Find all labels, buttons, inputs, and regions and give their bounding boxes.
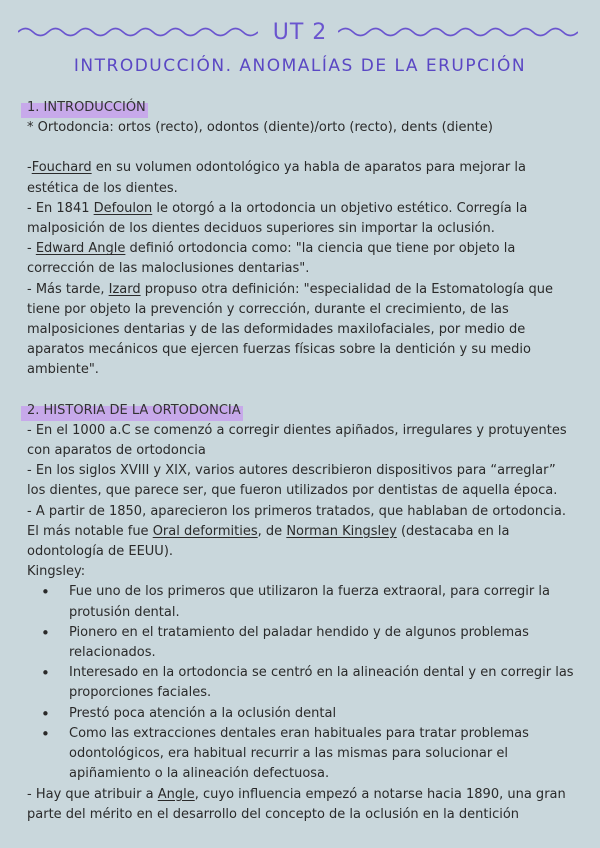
paragraph-angle: - Hay que atribuir a Angle, cuyo influencia empezó a notarse hacia 1890, una gran parte del mérito en el desarrollo del concepto de la oclusión en la dentición — [27, 786, 566, 822]
unit-title: UT 2 — [272, 20, 328, 45]
book-oral-deformities: Oral deformities — [152, 523, 258, 539]
paragraph-defoulon: - En 1841 Defoulon le otorgó a la ortodoncia un objetivo estético. Corregía la malposición de los dientes deciduos superiores sin importar la oclusión. — [27, 200, 528, 237]
section-heading-historia: 2. HISTORIA DE LA ORTODONCIA — [21, 401, 243, 421]
paragraph-siglos: - En los siglos XVIII y XIX, varios autores describieron dispositivos para “arreglar” los dientes, que parece ser, que fueron utilizados por dentistas de aquella época. — [27, 463, 558, 499]
paragraph-edward-angle: - Edward Angle definió ortodoncia como: "la ciencia que tiene por objeto la corrección de las maloclusiones dentarias". — [27, 241, 516, 277]
name-angle: Angle — [157, 786, 195, 802]
name-norman-kingsley: Norman Kingsley — [286, 523, 397, 539]
document-body — [27, 98, 575, 825]
ortodoncia-definition: * Ortodoncia: ortos (recto), odontos (diente)/orto (recto), dents (diente) — [27, 120, 493, 136]
page-title: INTRODUCCIÓN. ANOMALÍAS DE LA ERUPCIÓN — [73, 56, 527, 76]
kingsley-bullet-list — [27, 582, 575, 784]
paragraph-izard: - Más tarde, Izard propuso otra definición: "especialidad de la Estomatología que tiene por objeto la prevención y corrección, durante el crecimiento, de las malposiciones dentarias y de las deformidades maxilofaciales, por medio de aparatos mecánicos que ejercen fuerzas físicas sobre la dentición y su medio ambiente". — [27, 281, 553, 378]
paragraph-1000-ac: - En el 1000 a.C se comenzó a corregir dientes apiñados, irregulares y protuyentes con aparatos de ortodoncia — [27, 422, 567, 459]
kingsley-label: Kingsley: — [27, 564, 86, 580]
list-item: • Interesado en la ortodoncia se centró en la alineación dental y en corregir las proporciones faciales. — [69, 663, 575, 703]
name-edward-angle: Edward Angle — [35, 241, 126, 257]
list-item: • Prestó poca atención a la oclusión dental — [69, 704, 575, 724]
list-item: • Como las extracciones dentales eran habituales para tratar problemas odontológicos, era habitual recurrir a las mismas para solucionar el apiñamiento o la alineación defectuosa. — [69, 724, 575, 785]
list-item: • Fue uno de los primeros que utilizaron la fuerza extraoral, para corregir la protusión dental. — [69, 582, 575, 622]
list-item: • Pionero en el tratamiento del paladar hendido y de algunos problemas relacionados. — [69, 623, 575, 663]
paragraph-1850: - A partir de 1850, aparecieron los primeros tratados, que hablaban de ortodoncia. El más notable fue Oral deformities, de Norman Kingsley (destacaba en la odontología de EEUU). — [27, 503, 566, 560]
section-heading-introduccion: 1. INTRODUCCIÓN — [21, 98, 148, 118]
name-defoulon: Defoulon — [93, 200, 153, 216]
name-izard: Izard — [108, 281, 141, 297]
name-fouchard: Fouchard — [31, 160, 92, 176]
paragraph-fouchard: -Fouchard en su volumen odontológico ya habla de aparatos para mejorar la estética de los dientes. — [27, 160, 526, 196]
